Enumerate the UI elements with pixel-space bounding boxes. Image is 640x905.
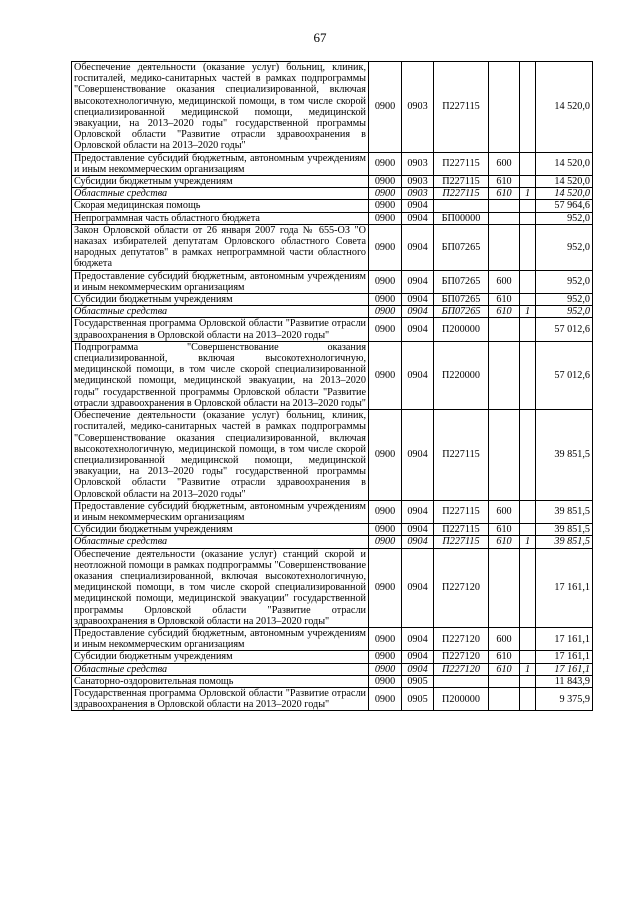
subsection-code: 0905: [402, 675, 434, 687]
amount: 57 012,6: [536, 341, 593, 409]
table-body: [72, 62, 593, 711]
target-item-code: [434, 675, 489, 687]
budget-table: [71, 61, 593, 711]
row-name: Субсидии бюджетным учреждениям: [72, 524, 369, 536]
subsection-code: 0904: [402, 318, 434, 341]
table-row: [72, 200, 593, 212]
subsection-code: 0904: [402, 627, 434, 650]
funding-source-code: [520, 548, 536, 627]
funding-source-code: [520, 212, 536, 224]
row-name: Предоставление субсидий бюджетным, автономным учреждениям и иным некоммерческим организациям: [72, 627, 369, 650]
target-item-code: П227115: [434, 410, 489, 501]
subsection-code: 0904: [402, 294, 434, 306]
subsection-code: 0903: [402, 62, 434, 153]
expense-type-code: [489, 318, 520, 341]
subsection-code: 0904: [402, 341, 434, 409]
expense-type-code: [489, 687, 520, 710]
target-item-code: БП00000: [434, 212, 489, 224]
row-name: Подпрограмма "Совершенствование оказания специализированной, включая высокотехнологичную, медицинской помощи, в том числе скорой специализированной медицинской помощи, медицинской эвакуации, на 2013–2020 годы" государственной программы Орловской области "Развитие отрасли здравоохранения в Орловской области на 2013–2020 годы": [72, 341, 369, 409]
funding-source-code: [520, 651, 536, 663]
amount: 57 964,6: [536, 200, 593, 212]
amount: 39 851,5: [536, 410, 593, 501]
target-item-code: П220000: [434, 341, 489, 409]
row-name: Скорая медицинская помощь: [72, 200, 369, 212]
target-item-code: П227115: [434, 188, 489, 200]
amount: 14 520,0: [536, 176, 593, 188]
table-row: [72, 410, 593, 501]
table-row: [72, 675, 593, 687]
table-row: [72, 318, 593, 341]
table-row: [72, 224, 593, 270]
funding-source-code: [520, 200, 536, 212]
table-row: [72, 270, 593, 293]
subsection-code: 0903: [402, 152, 434, 175]
amount: 14 520,0: [536, 152, 593, 175]
funding-source-code: [520, 224, 536, 270]
target-item-code: П200000: [434, 687, 489, 710]
row-name: Санаторно-оздоровительная помощь: [72, 675, 369, 687]
target-item-code: П227115: [434, 62, 489, 153]
section-code: 0900: [369, 548, 402, 627]
subsection-code: 0904: [402, 306, 434, 318]
funding-source-code: [520, 270, 536, 293]
target-item-code: БП07265: [434, 306, 489, 318]
row-name: Предоставление субсидий бюджетным, автономным учреждениям и иным некоммерческим организациям: [72, 500, 369, 523]
target-item-code: П227120: [434, 663, 489, 675]
amount: 952,0: [536, 212, 593, 224]
section-code: 0900: [369, 270, 402, 293]
amount: 39 851,5: [536, 500, 593, 523]
funding-source-code: 1: [520, 663, 536, 675]
funding-source-code: [520, 318, 536, 341]
funding-source-code: [520, 687, 536, 710]
section-code: 0900: [369, 176, 402, 188]
subsection-code: 0904: [402, 410, 434, 501]
target-item-code: П227115: [434, 524, 489, 536]
subsection-code: 0904: [402, 200, 434, 212]
amount: 39 851,5: [536, 536, 593, 548]
row-name: Непрограммная часть областного бюджета: [72, 212, 369, 224]
expense-type-code: 610: [489, 536, 520, 548]
expense-type-code: [489, 224, 520, 270]
target-item-code: [434, 200, 489, 212]
funding-source-code: 1: [520, 306, 536, 318]
target-item-code: П227115: [434, 500, 489, 523]
section-code: 0900: [369, 687, 402, 710]
table-row: [72, 294, 593, 306]
amount: 952,0: [536, 306, 593, 318]
expense-type-code: [489, 548, 520, 627]
funding-source-code: [520, 524, 536, 536]
expense-type-code: [489, 675, 520, 687]
expense-type-code: 610: [489, 524, 520, 536]
amount: 17 161,1: [536, 627, 593, 650]
target-item-code: БП07265: [434, 224, 489, 270]
table-row: [72, 524, 593, 536]
expense-type-code: 610: [489, 176, 520, 188]
subsection-code: 0903: [402, 176, 434, 188]
table-row: [72, 500, 593, 523]
section-code: 0900: [369, 152, 402, 175]
table-row: [72, 62, 593, 153]
subsection-code: 0904: [402, 500, 434, 523]
table-row: [72, 176, 593, 188]
amount: 57 012,6: [536, 318, 593, 341]
subsection-code: 0904: [402, 270, 434, 293]
section-code: 0900: [369, 341, 402, 409]
row-name: Областные средства: [72, 663, 369, 675]
table-row: [72, 188, 593, 200]
expense-type-code: 600: [489, 627, 520, 650]
funding-source-code: [520, 176, 536, 188]
row-name: Обеспечение деятельности (оказание услуг) станций скорой и неотложной помощи в рамках подпрограммы "Совершенствование оказания специализированной, включая высокотехнологичную, медицинской помощи, в том числе скорой специализированной медицинской помощи, медицинской эвакуации" государственной программы Орловской области "Развитие отрасли здравоохранения в Орловской области на 2013–2020 годы": [72, 548, 369, 627]
target-item-code: П227115: [434, 152, 489, 175]
row-name: Субсидии бюджетным учреждениям: [72, 294, 369, 306]
expense-type-code: 600: [489, 270, 520, 293]
funding-source-code: [520, 627, 536, 650]
subsection-code: 0903: [402, 188, 434, 200]
expense-type-code: 600: [489, 500, 520, 523]
expense-type-code: [489, 341, 520, 409]
expense-type-code: [489, 200, 520, 212]
amount: 17 161,1: [536, 663, 593, 675]
funding-source-code: 1: [520, 188, 536, 200]
funding-source-code: [520, 62, 536, 153]
table-row: [72, 152, 593, 175]
subsection-code: 0904: [402, 663, 434, 675]
subsection-code: 0904: [402, 536, 434, 548]
row-name: Государственная программа Орловской области "Развитие отрасли здравоохранения в Орловской области на 2013–2020 годы": [72, 687, 369, 710]
target-item-code: П227115: [434, 176, 489, 188]
amount: 17 161,1: [536, 651, 593, 663]
amount: 952,0: [536, 270, 593, 293]
amount: 17 161,1: [536, 548, 593, 627]
amount: 9 375,9: [536, 687, 593, 710]
funding-source-code: 1: [520, 536, 536, 548]
funding-source-code: [520, 675, 536, 687]
table-row: [72, 212, 593, 224]
section-code: 0900: [369, 294, 402, 306]
row-name: Обеспечение деятельности (оказание услуг) больниц, клиник, госпиталей, медико-санитарных частей в рамках подпрограммы "Совершенствование оказания специализированной, включая высокотехнологичную, медицинской помощи, в том числе скорой специализированной медицинской помощи, медицинской эвакуации, на 2013–2020 годы" государственной программы Орловской области "Развитие отрасли здравоохранения в Орловской области на 2013–2020 годы": [72, 410, 369, 501]
table-row: [72, 627, 593, 650]
expense-type-code: 610: [489, 306, 520, 318]
expense-type-code: 610: [489, 663, 520, 675]
expense-type-code: [489, 212, 520, 224]
funding-source-code: [520, 152, 536, 175]
section-code: 0900: [369, 318, 402, 341]
row-name: Субсидии бюджетным учреждениям: [72, 651, 369, 663]
table-row: [72, 651, 593, 663]
funding-source-code: [520, 500, 536, 523]
section-code: 0900: [369, 306, 402, 318]
section-code: 0900: [369, 627, 402, 650]
amount: 39 851,5: [536, 524, 593, 536]
section-code: 0900: [369, 536, 402, 548]
page-number: 67: [313, 30, 327, 45]
target-item-code: П200000: [434, 318, 489, 341]
subsection-code: 0904: [402, 524, 434, 536]
section-code: 0900: [369, 663, 402, 675]
target-item-code: П227115: [434, 536, 489, 548]
funding-source-code: [520, 341, 536, 409]
expense-type-code: 600: [489, 152, 520, 175]
subsection-code: 0904: [402, 548, 434, 627]
expense-type-code: 610: [489, 651, 520, 663]
table-row: [72, 306, 593, 318]
expense-type-code: 610: [489, 188, 520, 200]
row-name: Субсидии бюджетным учреждениям: [72, 176, 369, 188]
section-code: 0900: [369, 524, 402, 536]
subsection-code: 0904: [402, 212, 434, 224]
subsection-code: 0904: [402, 651, 434, 663]
table-row: [72, 341, 593, 409]
section-code: 0900: [369, 200, 402, 212]
section-code: 0900: [369, 651, 402, 663]
funding-source-code: [520, 294, 536, 306]
table-row: [72, 687, 593, 710]
subsection-code: 0905: [402, 687, 434, 710]
section-code: 0900: [369, 410, 402, 501]
table-row: [72, 536, 593, 548]
expense-type-code: [489, 410, 520, 501]
amount: 952,0: [536, 224, 593, 270]
row-name: Предоставление субсидий бюджетным, автономным учреждениям и иным некоммерческим организациям: [72, 270, 369, 293]
table-row: [72, 548, 593, 627]
target-item-code: П227120: [434, 651, 489, 663]
target-item-code: П227120: [434, 627, 489, 650]
section-code: 0900: [369, 224, 402, 270]
section-code: 0900: [369, 62, 402, 153]
section-code: 0900: [369, 500, 402, 523]
row-name: Областные средства: [72, 306, 369, 318]
row-name: Государственная программа Орловской области "Развитие отрасли здравоохранения в Орловской области на 2013–2020 годы": [72, 318, 369, 341]
funding-source-code: [520, 410, 536, 501]
expense-type-code: 610: [489, 294, 520, 306]
section-code: 0900: [369, 188, 402, 200]
section-code: 0900: [369, 212, 402, 224]
amount: 14 520,0: [536, 188, 593, 200]
row-name: Закон Орловской области от 26 января 2007 года № 655-ОЗ "О наказах избирателей депутатам Орловского областного Совета народных депутатов" в рамках непрограммной части областного бюджета: [72, 224, 369, 270]
amount: 11 843,9: [536, 675, 593, 687]
expense-type-code: [489, 62, 520, 153]
row-name: Областные средства: [72, 536, 369, 548]
target-item-code: БП07265: [434, 294, 489, 306]
target-item-code: П227120: [434, 548, 489, 627]
subsection-code: 0904: [402, 224, 434, 270]
target-item-code: БП07265: [434, 270, 489, 293]
amount: 14 520,0: [536, 62, 593, 153]
row-name: Обеспечение деятельности (оказание услуг) больниц, клиник, госпиталей, медико-санитарных частей в рамках подпрограммы "Совершенствование оказания специализированной, включая высокотехнологичную, медицинской помощи, в том числе скорой специализированной медицинской помощи, медицинской эвакуации, на 2013–2020 годы" государственной программы Орловской области "Развитие отрасли здравоохранения в Орловской области на 2013–2020 годы": [72, 62, 369, 153]
amount: 952,0: [536, 294, 593, 306]
section-code: 0900: [369, 675, 402, 687]
row-name: Предоставление субсидий бюджетным, автономным учреждениям и иным некоммерческим организациям: [72, 152, 369, 175]
table-row: [72, 663, 593, 675]
row-name: Областные средства: [72, 188, 369, 200]
